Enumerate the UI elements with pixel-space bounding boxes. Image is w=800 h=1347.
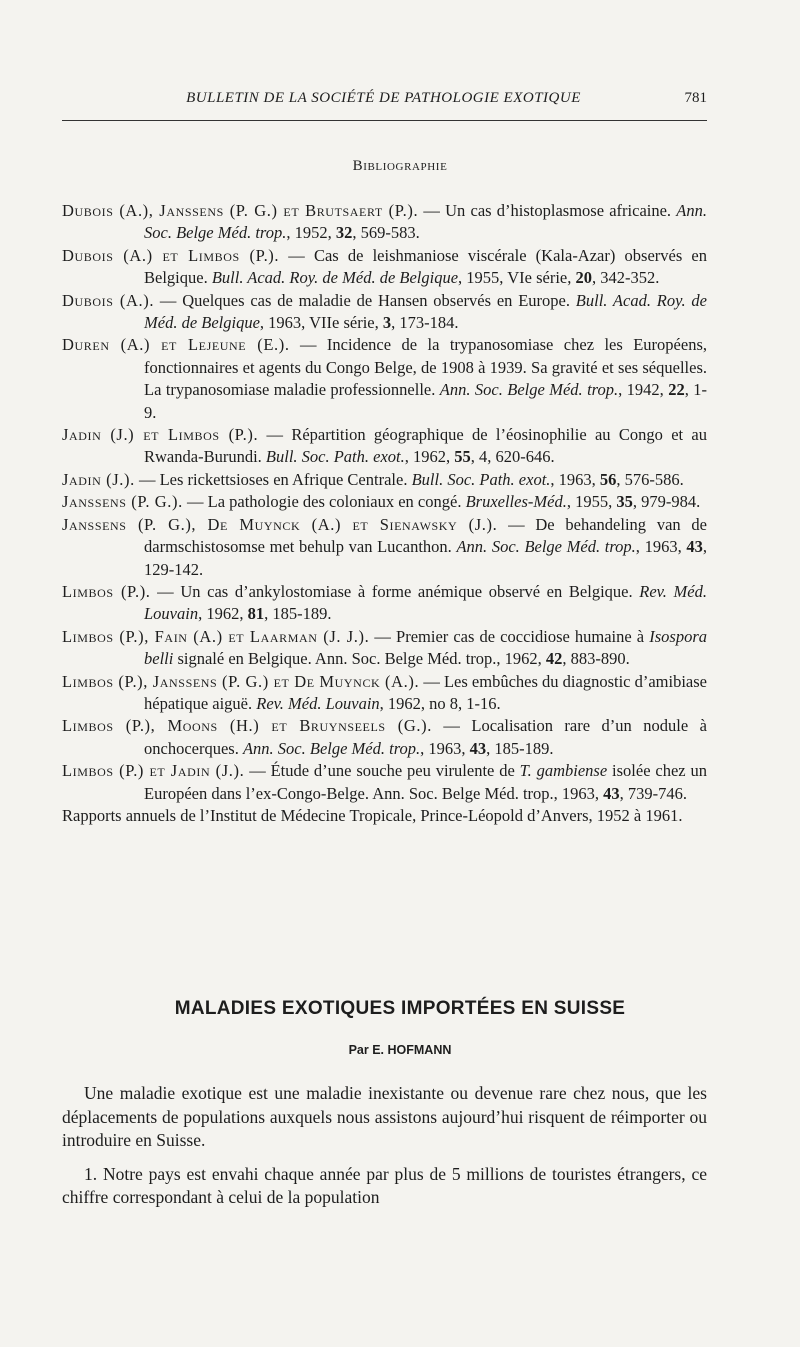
entry-text: — Localisation rare d’un nodule à onchocerques. — [144, 716, 707, 758]
entry-authors: Limbos (P.) et Jadin (J.). — [62, 761, 245, 781]
entry-authors: Limbos (P.), Fain (A.) et Laarman (J. J.). — [62, 626, 370, 646]
entry-year: signalé en Belgique. Ann. Soc. Belge Méd. trop., 1962, — [173, 649, 546, 669]
entry-text: — Cas de leishmaniose viscérale (Kala-Azar) observés en Belgique. — [144, 245, 707, 288]
entry-authors: Limbos (P.), Moons (H.) et Bruynseels (G.). — [62, 716, 432, 736]
entry-year: , 1963, — [550, 469, 600, 489]
entry-journal: Bull. Acad. Roy. de Méd. de Belgique — [211, 268, 459, 288]
entry-year: , 1963, — [420, 738, 470, 758]
entry-authors: Janssens (P. G.). — [62, 492, 183, 512]
entry-year: , 1942, — [618, 380, 669, 400]
entry-journal: Ann. Soc. Belge Méd. trop. — [144, 201, 707, 243]
entry-journal: Bull. Soc. Path. exot. — [265, 447, 405, 467]
entry-pages: , 576-586. — [616, 469, 684, 489]
bibliography-entry — [62, 469, 707, 491]
entry-pages: , 883-890. — [562, 649, 630, 669]
entry-journal: Rev. Méd. Louvain — [256, 693, 380, 713]
bibliography-list — [62, 200, 707, 827]
entry-year: , 1962, — [198, 604, 248, 624]
entry-volume: 43 — [686, 537, 703, 557]
bibliography-entry — [62, 715, 707, 760]
entry-year: , 1963, VIIe série, — [259, 313, 383, 333]
entry-volume: 56 — [599, 469, 617, 489]
entry-pages: , 4, 620-646. — [470, 447, 555, 467]
entry-text: — Étude d’une souche peu virulente de — [244, 761, 520, 781]
entry-volume: 20 — [575, 268, 592, 288]
entry-text: — Un cas d’histoplasmose africaine. — [418, 201, 677, 220]
entry-volume: 42 — [545, 649, 563, 669]
article-byline: Par E. HOFMANN — [348, 1043, 452, 1057]
entry-year: , 1963, — [635, 537, 687, 557]
bibliography-entry — [62, 671, 707, 716]
bibliography-entry — [62, 491, 707, 513]
bibliography-entry — [62, 581, 707, 626]
entry-pages: , 185-189. — [486, 738, 554, 758]
entry-year: isolée chez un Européen dans l’ex-Congo-Belge. Ann. Soc. Belge Méd. trop., 1963, — [144, 761, 707, 803]
entry-journal: Ann. Soc. Belge Méd. trop. — [439, 380, 619, 400]
entry-journal: Bull. Acad. Roy. de Méd. de Belgique — [144, 290, 708, 333]
bibliography-entry — [62, 200, 707, 245]
entry-text: — De behandeling van de darmschistosomse met behulp van Lucanthon. — [144, 514, 707, 557]
entry-text: Rapports annuels de l’Institut de Médecine Tropicale, Prince-Léopold d’Anvers, 1952 à 1961. — [62, 805, 683, 825]
entry-pages: , 129-142. — [144, 537, 707, 579]
entry-journal: Isospora belli — [144, 626, 707, 669]
entry-pages: , 173-184. — [391, 313, 459, 333]
entry-journal: Ann. Soc. Belge Méd. trop. — [242, 738, 421, 758]
entry-pages: , 185-189. — [264, 604, 332, 624]
entry-volume: 43 — [603, 783, 620, 803]
bibliography-entry — [62, 760, 707, 805]
entry-year: , 1962, no 8, 1-16. — [379, 693, 501, 713]
entry-pages: , 569-583. — [352, 223, 420, 243]
entry-volume: 22 — [668, 380, 685, 400]
bibliography-entry — [62, 245, 707, 290]
bibliography-entry — [62, 424, 707, 469]
entry-volume: 81 — [247, 604, 265, 624]
bibliography-title: Bibliographie — [352, 158, 448, 174]
body-paragraph: Une maladie exotique est une maladie inexistante ou devenue rare chez nous, que les déplacements de populations auxquels nous assistons aujourd’hui risquent de réimporter ou introduire en Suisse. — [62, 1083, 707, 1151]
entry-volume: 43 — [469, 738, 487, 758]
entry-volume: 32 — [335, 223, 353, 243]
bibliography-entry — [62, 290, 707, 335]
running-head: BULLETIN DE LA SOCIÉTÉ DE PATHOLOGIE EXOTIQUE — [186, 90, 581, 106]
entry-authors: Jadin (J.) et Limbos (P.). — [62, 425, 259, 445]
bibliography-entry — [62, 805, 707, 827]
entry-year: , 1952, — [286, 223, 336, 243]
entry-text: — Incidence de la trypanosomiase chez les Européens, fonctionnaires et agents du Congo Belge, de 1908 à 1939. Sa gravité et ses séquelles. La trypanosomiase maladie professionnelle. — [144, 335, 707, 400]
entry-pages: , 1-9. — [144, 380, 708, 422]
entry-authors: Janssens (P. G.), De Muynck (A.) et Sienawsky (J.). — [62, 514, 498, 534]
bibliography-entry — [62, 334, 707, 424]
entry-text: — Les rickettsioses en Afrique Centrale. — [134, 469, 412, 489]
entry-year: , 1955, — [566, 492, 617, 512]
page-number: 781 — [684, 90, 707, 106]
entry-authors: Dubois (A.). — [62, 290, 155, 310]
entry-text: — Les embûches du diagnostic d’amibiase hépatique aiguë. — [144, 671, 707, 713]
entry-authors: Jadin (J.). — [62, 469, 135, 489]
entry-journal: T. gambiense — [519, 761, 608, 781]
entry-journal: Ann. Soc. Belge Méd. trop. — [456, 537, 636, 557]
entry-text: — Répartition géographique de l’éosinophilie au Congo et au Rwanda-Burundi. — [144, 425, 707, 467]
body-paragraph: 1. Notre pays est envahi chaque année par plus de 5 millions de touristes étrangers, ce chiffre correspondant à celui de la population — [62, 1163, 707, 1208]
article-title: MALADIES EXOTIQUES IMPORTÉES EN SUISSE — [174, 998, 626, 1019]
header-rule — [62, 120, 707, 121]
entry-authors: Limbos (P.), Janssens (P. G.) et De Muynck (A.). — [62, 671, 420, 691]
article-body — [62, 1082, 707, 1220]
bibliography-entry — [62, 626, 707, 671]
entry-journal: Bruxelles-Méd. — [465, 492, 567, 512]
entry-text: — Quelques cas de maladie de Hansen observés en Europe. — [154, 290, 576, 310]
entry-pages: , 342-352. — [592, 268, 660, 288]
entry-journal: Rev. Méd. Louvain — [144, 581, 707, 624]
entry-pages: , 979-984. — [632, 492, 701, 512]
entry-authors: Dubois (A.) et Limbos (P.). — [62, 245, 280, 265]
entry-authors: Limbos (P.). — [62, 581, 151, 601]
entry-authors: Dubois (A.), Janssens (P. G.) et Brutsaert (P.). — [62, 201, 419, 220]
entry-text: — La pathologie des coloniaux en congé. — [182, 492, 466, 512]
entry-year: , 1955, VIe série, — [458, 268, 576, 288]
entry-pages: , 739-746. — [619, 783, 688, 803]
entry-year: , 1962, — [404, 447, 455, 467]
entry-text: — Un cas d’ankylostomiase à forme anémique observé en Belgique. — [150, 581, 640, 601]
entry-volume: 3 — [382, 313, 392, 333]
entry-volume: 55 — [454, 447, 471, 467]
entry-journal: Bull. Soc. Path. exot. — [411, 469, 551, 489]
entry-text: — Premier cas de coccidiose humaine à — [369, 626, 650, 646]
entry-authors: Duren (A.) et Lejeune (E.). — [62, 335, 290, 355]
entry-volume: 35 — [616, 492, 633, 512]
bibliography-entry — [62, 514, 707, 581]
